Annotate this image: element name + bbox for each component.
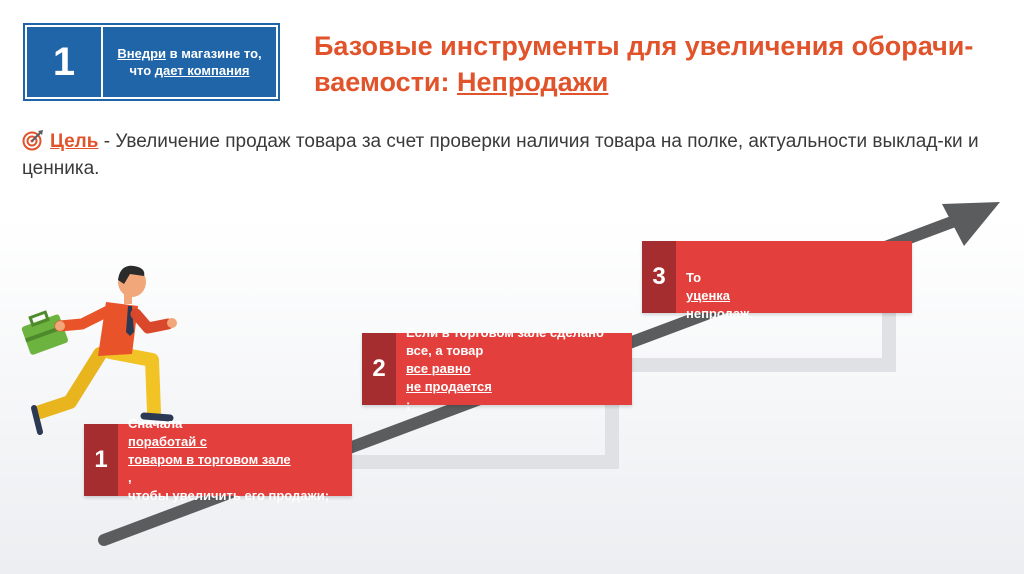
step-2-line3-underlined: не продается	[406, 379, 492, 394]
badge-number: 1	[27, 27, 103, 97]
title-line1: Базовые инструменты для увеличения оборачи-	[314, 31, 974, 61]
badge-line2-prefix: что	[129, 63, 155, 78]
step-3-number: 3	[642, 241, 676, 313]
goal-label: Цель	[50, 131, 99, 152]
step-1-line3: чтобы увеличить его продажи;	[128, 488, 330, 503]
step-2-line3-rest: ;	[406, 397, 411, 412]
step-2-line2-prefix: все, а товар	[406, 343, 484, 358]
goal-text: Увеличение продаж товара за счет проверки наличия товара на полке, актуальности выклад-ки и ценника.	[22, 131, 979, 179]
step-2	[362, 325, 632, 412]
step-1-line1-prefix: Сначала	[128, 416, 183, 431]
badge-line2-underlined: дает компания	[154, 63, 250, 78]
step-1-line2-rest: ,	[128, 470, 132, 485]
step-2-line2-underlined: все равно	[406, 361, 471, 376]
step-3-line1-rest: непродаж.	[686, 306, 753, 321]
step-3	[642, 241, 912, 321]
title-highlight: Непродажи	[457, 67, 609, 97]
step-2-line1: Если в торговом зале сделано	[406, 325, 604, 340]
step-1-line1-underlined: поработай с	[128, 434, 208, 449]
badge-line1-rest: в магазине то,	[166, 46, 262, 61]
step-2-text	[396, 325, 632, 412]
step-1	[84, 416, 352, 503]
step-3-line1-underlined: уценка	[686, 288, 731, 303]
step-3-text	[676, 241, 912, 321]
title-line2-prefix: ваемости:	[314, 67, 458, 97]
badge-underlined: Внедри	[117, 46, 167, 61]
step-1-line2-underlined: товаром в торговом зале	[128, 452, 291, 467]
step-1-number: 1	[84, 424, 118, 496]
step-1-text	[118, 416, 352, 503]
step-2-number: 2	[362, 333, 396, 405]
goal-dash: -	[98, 131, 116, 152]
step-3-line1-prefix: То	[686, 270, 702, 285]
